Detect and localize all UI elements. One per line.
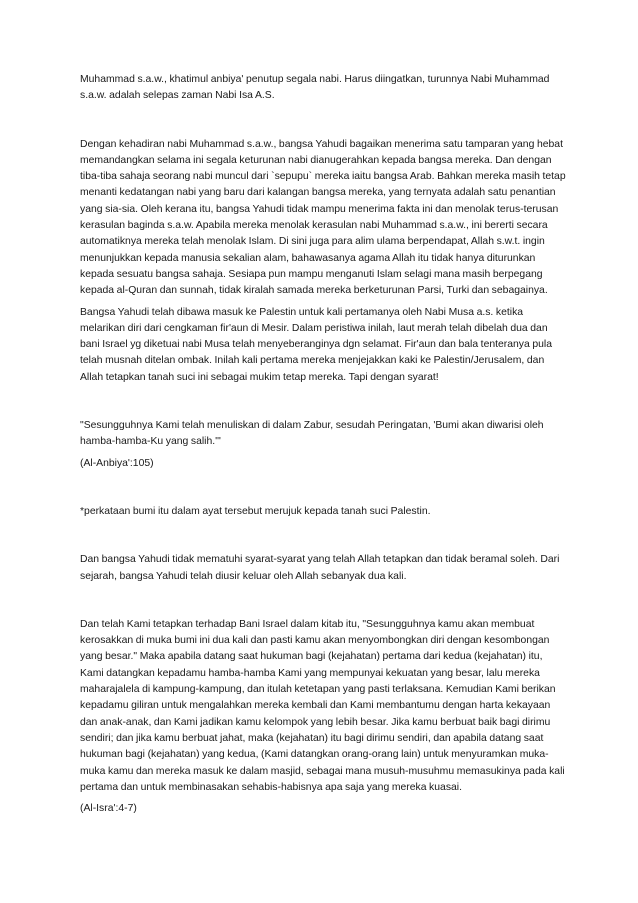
paragraph-intro: Muhammad s.a.w., khatimul anbiya' penutup segala nabi. Harus diingatkan, turunnya Nabi Muhammad s.a.w. adalah selepas zaman Nabi Isa A.S. bbox=[80, 74, 550, 102]
note-bumi: *perkataan bumi itu dalam ayat tersebut merujuk kepada tanah suci Palestin. bbox=[80, 505, 431, 517]
spacer bbox=[80, 472, 566, 504]
quote-bani-israel: Dan telah Kami tetapkan terhadap Bani Israel dalam kitab itu, "Sesungguhnya kamu akan membuat kerosakkan di muka bumi ini dua kali dan pasti kamu akan menyombongkan diri dengan kesombongan yang besar." Maka apabila datang saat hukuman bagi (kejahatan) pertama dari kedua (kejahatan) itu, Kami datangkan kepadamu hamba-hamba Kami yang mempunyai kekuatan yang besar, lalu mereka maharajalela di kampung-kampung, dan itulah ketetapan yang pasti terlaksana. Kemudian Kami berikan kepadamu giliran untuk mengalahkan mereka kembali dan Kami membantumu dengan harta kekayaan dan anak-anak, dan Kami jadikan kamu kelompok yang lebih besar. Jika kamu berbuat baik bagi dirimu sendiri; dan jika kamu berbuat jahat, maka (kejahatan) itu bagi dirimu sendiri, dan apabila datang saat hukuman bagi (kejahatan) yang kedua, (Kami datangkan orang-orang lain) untuk menyuramkan muka-muka kamu dan mereka masuk ke dalam masjid, sebagai mana musuh-musuhmu memasukinya pada kali pertama dan untuk membinasakan sehabis-habisnya apa saja yang mereka kuasai. bbox=[80, 618, 565, 793]
spacer bbox=[80, 585, 566, 617]
citation-al-anbiya: (Al-Anbiya':105) bbox=[80, 457, 154, 469]
paragraph-syarat: Dan bangsa Yahudi tidak mematuhi syarat-syarat yang telah Allah tetapkan dan tidak beramal soleh. Dari sejarah, bangsa Yahudi telah diusir keluar oleh Allah sebanyak dua kali. bbox=[80, 554, 560, 582]
citation-al-isra: (Al-Isra':4-7) bbox=[80, 803, 137, 815]
spacer bbox=[80, 386, 566, 418]
spacer bbox=[80, 105, 566, 137]
document-page bbox=[80, 72, 566, 817]
spacer bbox=[80, 520, 566, 552]
paragraph-bangsa-yahudi-palestin: Bangsa Yahudi telah dibawa masuk ke Palestin untuk kali pertamanya oleh Nabi Musa a.s. ketika melarikan diri dari cengkaman fir'aun di Mesir. Dalam peristiwa inilah, laut merah telah dibelah dua dan bani Israel yg diketuai nabi Musa telah menyeberanginya dgn selamat. Fir'aun dan bala tenteranya pula telah musnah ditelan ombak. Inilah kali pertama mereka menjejakkan kaki ke Palestin/Jerusalem, dan Allah tetapkan tanah suci ini sebagai mukim tetap mereka. Tapi dengan syarat! bbox=[80, 306, 553, 383]
paragraph-kehadiran-nabi: Dengan kehadiran nabi Muhammad s.a.w., bangsa Yahudi bagaikan menerima satu tamparan yang hebat memandangkan selama ini segala keturunan nabi dianugerahkan kepada bangsa mereka. Dan dengan tiba-tiba sahaja seorang nabi muncul dari `sepupu` mereka iaitu bangsa Arab. Bahkan mereka masih tetap menanti kedatangan nabi yang baru dari kalangan bangsa mereka, yang ternyata adalah satu penantian yang sia-sia. Oleh kerana itu, bangsa Yahudi tidak mampu menerima fakta ini dan menolak terus-terusan kerasulan baginda s.a.w. Apabila mereka menolak kerasulan nabi Muhammad s.a.w., ini bererti secara automatiknya mereka telah menolak Islam. Di sini juga para alim ulama berpendapat, Allah s.w.t. ingin menunjukkan kepada manusia sekalian alam, bahawasanya agama Allah itu tidak hanya diturunkan kepada sesuatu bangsa sahaja. Sesiapa pun mampu menganuti Islam selagi mana masih berpegang kepada al-Quran dan sunnah, tidak kiralah samada mereka berketurunan Parsi, Turki dan sebagainya. bbox=[80, 138, 566, 297]
quote-zabur: "Sesungguhnya Kami telah menuliskan di dalam Zabur, sesudah Peringatan, 'Bumi akan diwarisi oleh hamba-hamba-Ku yang salih.'" bbox=[80, 420, 544, 448]
